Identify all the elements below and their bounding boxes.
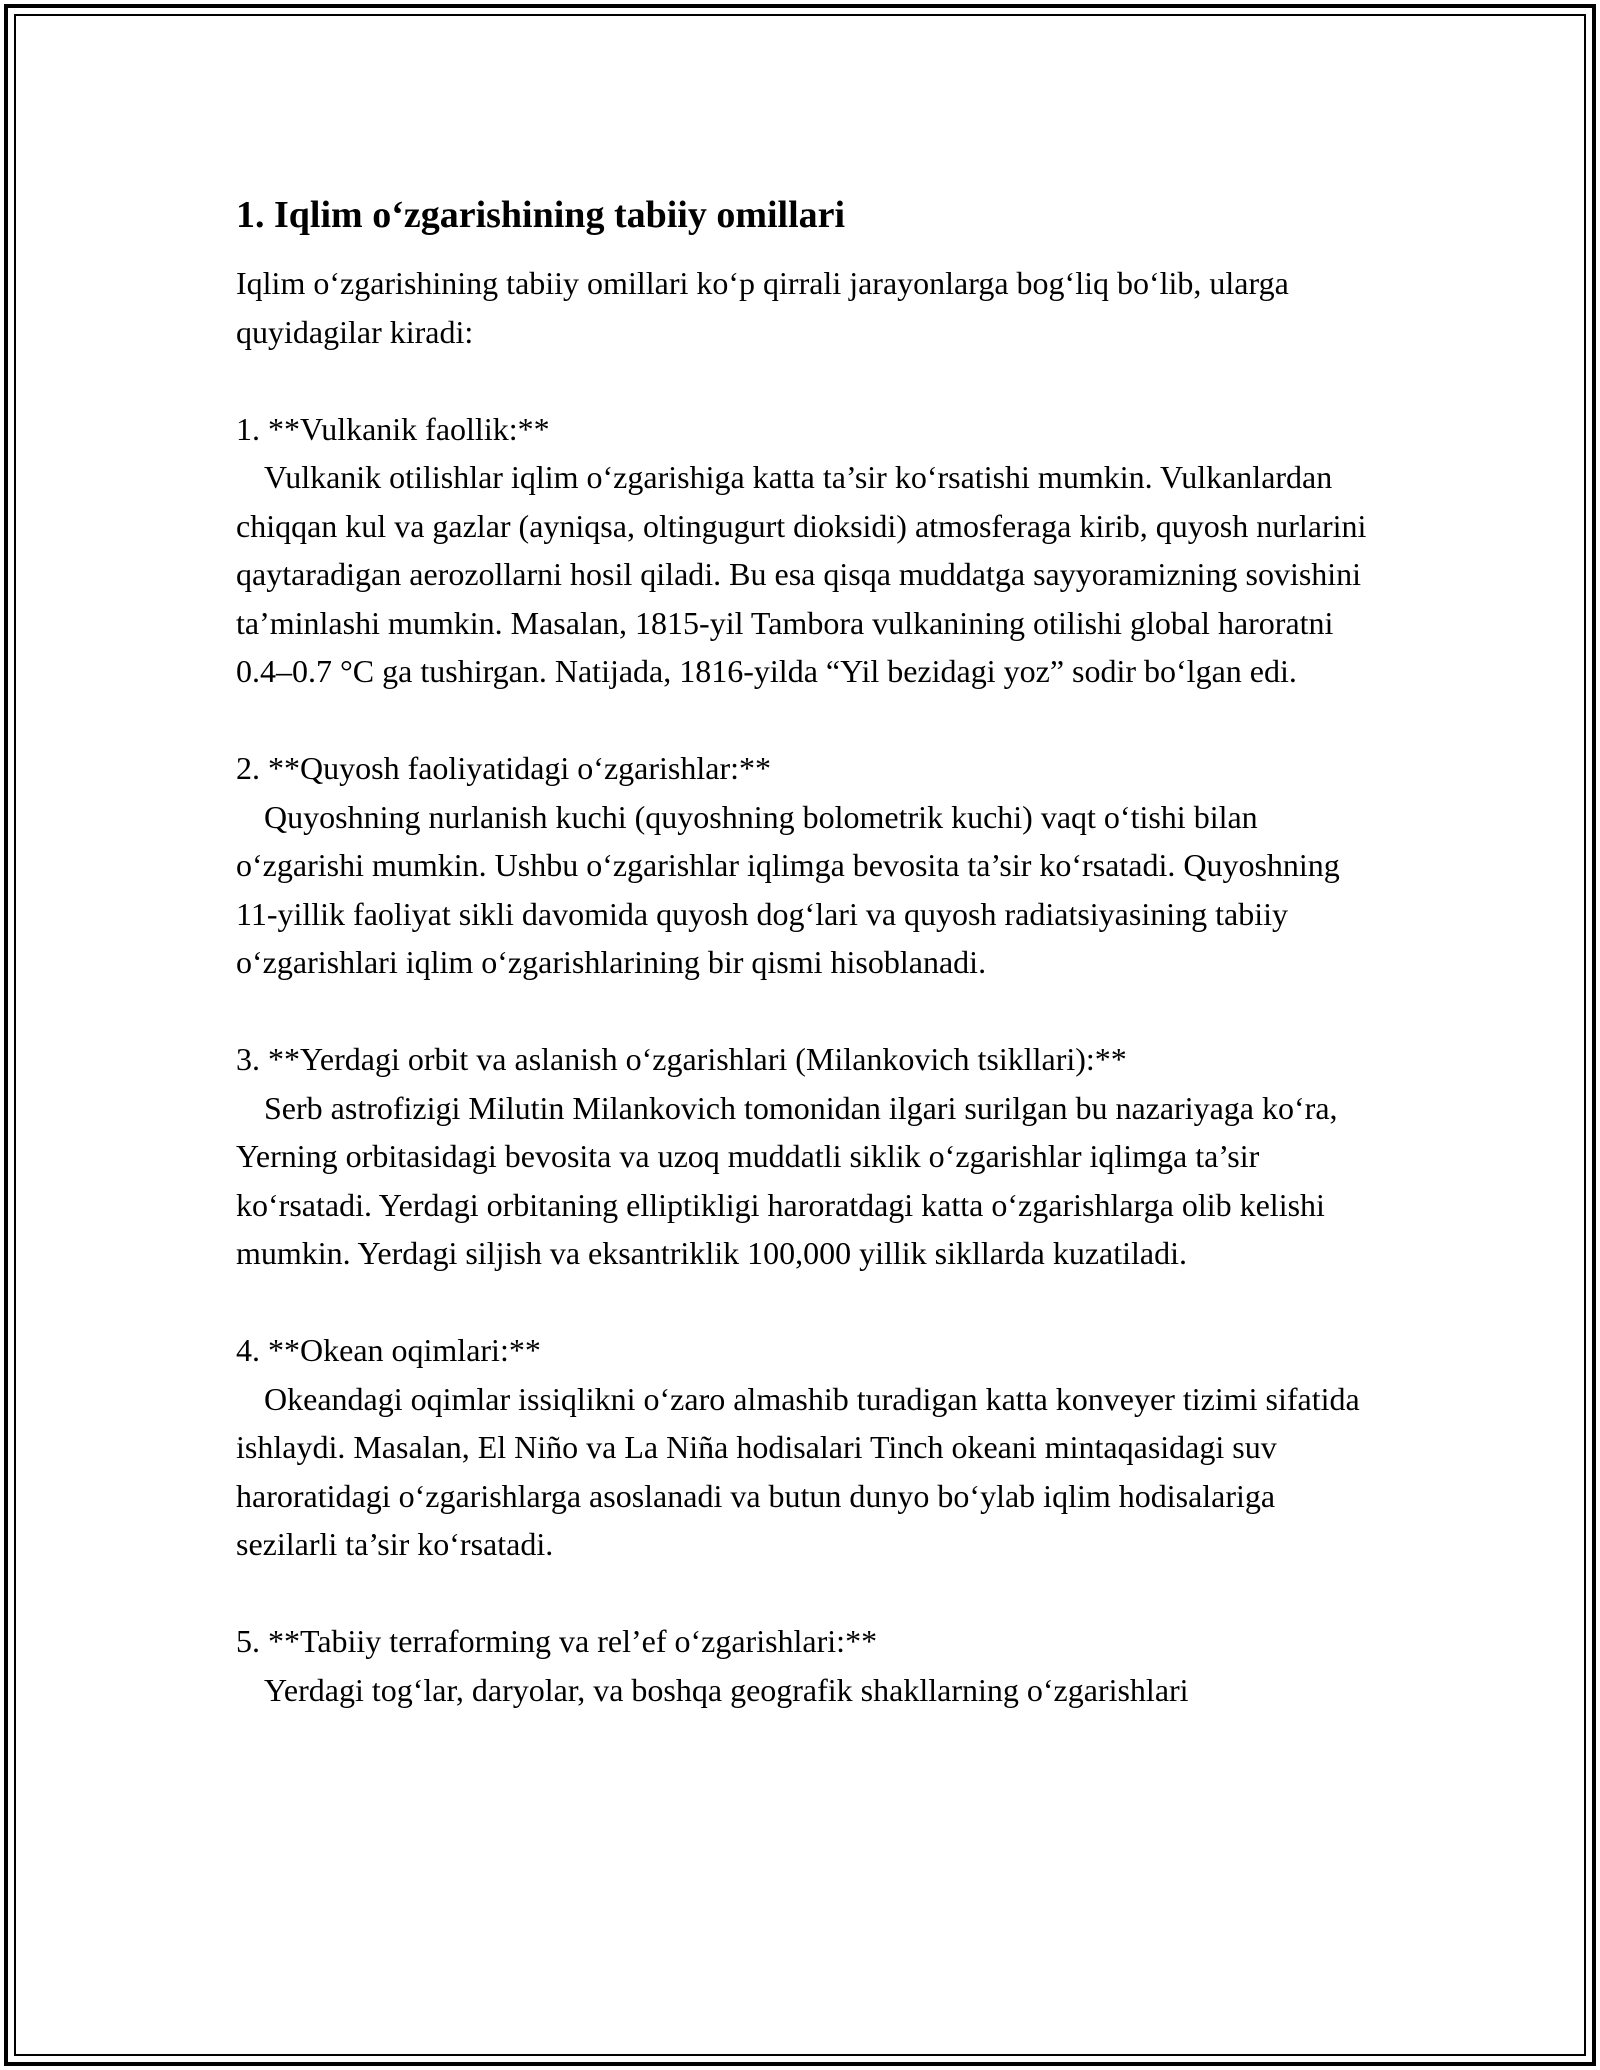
paragraph-gap <box>236 356 1376 405</box>
intro-paragraph: Iqlim o‘zgarishining tabiiy omillari ko‘p qirrali jarayonlarga bog‘liq bo‘lib, ularga quyidagilar kiradi: <box>236 265 1289 350</box>
list-item-body: Serb astrofizigi Milutin Milankovich tomonidan ilgari surilgan bu nazariyaga ko‘ra, Yerning orbitasidagi bevosita va uzoq muddatli siklik o‘zgarishlar iqlimga ta’sir ko‘rsatadi. Yerdagi orbitaning elliptikligi haroratdagi katta o‘zgarishlarga olib kelishi mumkin. Yerdagi siljish va eksantriklik 100,000 yillik sikllarda kuzatiladi. <box>236 1089 1338 1271</box>
list-item-volcanic <box>236 405 1376 696</box>
list-item-title: 4. **Okean oqimlari:** <box>236 1332 541 1368</box>
list-item-terraforming <box>236 1617 1376 1714</box>
list-item-body: Yerdagi tog‘lar, daryolar, va boshqa geografik shakllarning o‘zgarishlari <box>264 1671 1189 1708</box>
paragraph-gap <box>236 1569 1376 1618</box>
section-heading: 1. Iqlim o‘zgarishining tabiiy omillari <box>236 194 846 236</box>
list-item-title: 2. **Quyosh faoliyatidagi o‘zgarishlar:** <box>236 750 771 786</box>
document-content <box>236 185 1376 1714</box>
list-item-ocean <box>236 1326 1376 1569</box>
list-item-title: 1. **Vulkanik faollik:** <box>236 410 550 447</box>
paragraph-gap <box>236 1278 1376 1327</box>
list-item-body: Quyoshning nurlanish kuchi (quyoshning bolometrik kuchi) vaqt o‘tishi bilan o‘zgarishi mumkin. Ushbu o‘zgarishlar iqlimga bevosita ta’sir ko‘rsatadi. Quyoshning 11-yillik faoliyat sikli davomida quyosh dog‘lari va quyosh radiatsiyasining tabiiy o‘zgarishlari iqlim o‘zgarishlarining bir qismi hisoblanadi. <box>236 798 1340 980</box>
list-item-body: Vulkanik otilishlar iqlim o‘zgarishiga katta ta’sir ko‘rsatishi mumkin. Vulkanlardan chiqqan kul va gazlar (ayniqsa, oltingugurt dioksidi) atmosferaga kirib, quyosh nurlarini qaytaradigan aerozollarni hosil qiladi. Bu esa qisqa muddatga sayyoramizning sovishini ta’minlashi mumkin. Masalan, 1815-yil Tambora vulkanining otilishi global haroratni 0.4–0.7 °C ga tushirgan. Natijada, 1816-yilda “Yil bezidagi yoz” sodir bo‘lgan edi. <box>236 459 1367 689</box>
paragraph-gap <box>236 696 1376 745</box>
list-item-title: 5. **Tabiiy terraforming va rel’ef o‘zgarishlari:** <box>236 1623 878 1659</box>
list-item-milankovich <box>236 1035 1376 1278</box>
list-item-solar <box>236 744 1376 987</box>
list-item-title: 3. **Yerdagi orbit va aslanish o‘zgarishlari (Milankovich tsikllari):** <box>236 1041 1127 1077</box>
paragraph-gap <box>236 987 1376 1036</box>
list-item-body: Okeandagi oqimlar issiqlikni o‘zaro almashib turadigan katta konveyer tizimi sifatida ishlaydi. Masalan, El Niño va La Niña hodisalari Tinch okeani mintaqasidagi suv haroratidagi o‘zgarishlarga asoslanadi va butun dunyo bo‘ylab iqlim hodisalariga sezilarli ta’sir ko‘rsatadi. <box>236 1380 1360 1562</box>
